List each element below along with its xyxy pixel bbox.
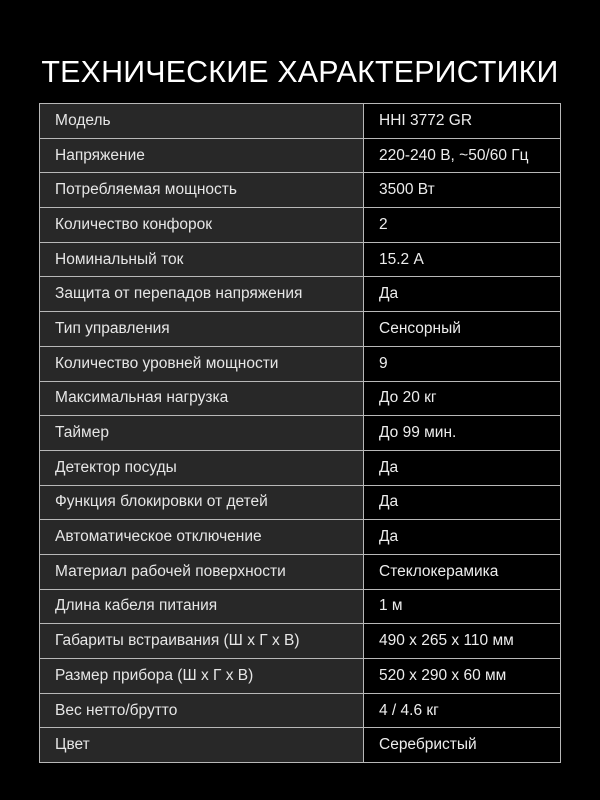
spec-row-current (40, 242, 561, 277)
spec-row-auto-shutoff (40, 520, 561, 555)
spec-value: Сенсорный (364, 312, 561, 347)
spec-label: Материал рабочей поверхности (40, 554, 364, 589)
spec-label: Детектор посуды (40, 450, 364, 485)
spec-label: Вес нетто/брутто (40, 693, 364, 728)
spec-row-pan-detector (40, 450, 561, 485)
spec-label: Длина кабеля питания (40, 589, 364, 624)
spec-value: 9 (364, 346, 561, 381)
spec-label: Количество конфорок (40, 208, 364, 243)
spec-label: Цвет (40, 728, 364, 763)
spec-row-weight (40, 693, 561, 728)
spec-label: Количество уровней мощности (40, 346, 364, 381)
spec-value: HHI 3772 GR (364, 104, 561, 139)
spec-label: Защита от перепадов напряжения (40, 277, 364, 312)
spec-row-power (40, 173, 561, 208)
specifications-table (39, 103, 561, 763)
spec-label: Модель (40, 104, 364, 139)
spec-value: До 99 мин. (364, 416, 561, 451)
spec-row-surge-protection (40, 277, 561, 312)
spec-label: Номинальный ток (40, 242, 364, 277)
spec-value: До 20 кг (364, 381, 561, 416)
spec-value: Да (364, 277, 561, 312)
spec-row-model (40, 104, 561, 139)
spec-row-device-size (40, 659, 561, 694)
spec-label: Таймер (40, 416, 364, 451)
page-title: ТЕХНИЧЕСКИЕ ХАРАКТЕРИСТИКИ (41, 54, 559, 89)
spec-value: 220-240 В, ~50/60 Гц (364, 138, 561, 173)
spec-value: Стеклокерамика (364, 554, 561, 589)
spec-label: Напряжение (40, 138, 364, 173)
spec-label: Размер прибора (Ш х Г х В) (40, 659, 364, 694)
spec-label: Тип управления (40, 312, 364, 347)
spec-row-cutout-dimensions (40, 624, 561, 659)
spec-row-cable-length (40, 589, 561, 624)
spec-value: 2 (364, 208, 561, 243)
spec-label: Потребляемая мощность (40, 173, 364, 208)
spec-row-power-levels (40, 346, 561, 381)
spec-value: Да (364, 485, 561, 520)
spec-row-timer (40, 416, 561, 451)
spec-value: Серебристый (364, 728, 561, 763)
spec-row-burners (40, 208, 561, 243)
spec-value: 15.2 А (364, 242, 561, 277)
spec-row-surface-material (40, 554, 561, 589)
spec-value: Да (364, 450, 561, 485)
spec-label: Габариты встраивания (Ш х Г х В) (40, 624, 364, 659)
spec-row-max-load (40, 381, 561, 416)
spec-value: 490 x 265 x 110 мм (364, 624, 561, 659)
spec-label: Автоматическое отключение (40, 520, 364, 555)
spec-value: 3500 Вт (364, 173, 561, 208)
spec-row-control-type (40, 312, 561, 347)
spec-label: Функция блокировки от детей (40, 485, 364, 520)
spec-value: 4 / 4.6 кг (364, 693, 561, 728)
spec-value: Да (364, 520, 561, 555)
spec-row-voltage (40, 138, 561, 173)
spec-row-color (40, 728, 561, 763)
spec-row-child-lock (40, 485, 561, 520)
spec-value: 520 x 290 x 60 мм (364, 659, 561, 694)
spec-label: Максимальная нагрузка (40, 381, 364, 416)
spec-value: 1 м (364, 589, 561, 624)
